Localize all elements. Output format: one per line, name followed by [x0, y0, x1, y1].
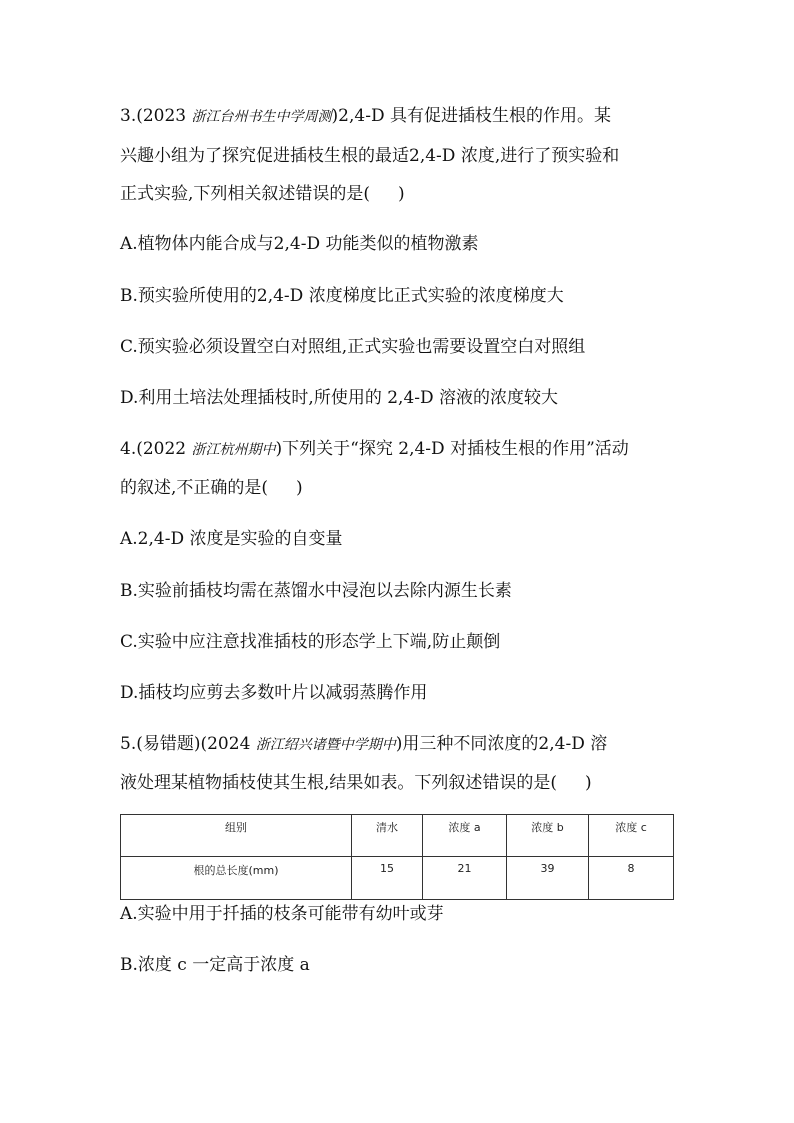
q3-option-c: C.预实验必须设置空白对照组,正式实验也需要设置空白对照组: [120, 337, 586, 357]
q3-stem-line-2: 兴趣小组为了探究促进插枝生根的最适2,4-D 浓度,进行了预实验和: [120, 146, 620, 166]
table-header-cell: 浓度 b: [507, 815, 589, 857]
table-header-cell: 清水: [352, 815, 423, 857]
table-row: [121, 857, 674, 900]
q3-source: 浙江台州书生中学周测: [191, 109, 332, 125]
q4-source: 浙江杭州期中: [191, 442, 276, 458]
table-cell: 15: [352, 857, 423, 900]
q5-option-b: B.浓度 c 一定高于浓度 a: [120, 955, 310, 975]
table-row-label: 根的总长度(mm): [121, 857, 352, 900]
table-cell: 21: [423, 857, 507, 900]
q5-source: 浙江绍兴诸暨中学期中: [255, 737, 396, 753]
q4-option-a: A.2,4-D 浓度是实验的自变量: [120, 529, 343, 549]
q3-stem-line-1: 3.(2023 浙江台州书生中学周测)2,4-D 具有促进插枝生根的作用。某: [120, 106, 611, 126]
table-cell: 8: [589, 857, 674, 900]
q5-option-a: A.实验中用于扦插的枝条可能带有幼叶或芽: [120, 904, 444, 924]
table-cell: 39: [507, 857, 589, 900]
q5-stem-line-2: 液处理某植物插枝使其生根,结果如表。下列叙述错误的是( ): [120, 773, 592, 793]
table-header-cell: 组别: [121, 815, 352, 857]
q3-stem-line-3: 正式实验,下列相关叙述错误的是( ): [120, 184, 405, 204]
q4-option-c: C.实验中应注意找准插枝的形态学上下端,防止颠倒: [120, 632, 501, 652]
q5-stem-line-1: 5.(易错题)(2024 浙江绍兴诸暨中学期中)用三种不同浓度的2,4-D 溶: [120, 734, 608, 754]
q4-stem-line-1: 4.(2022 浙江杭州期中)下列关于“探究 2,4-D 对插枝生根的作用”活动: [120, 439, 629, 459]
q3-option-d: D.利用土培法处理插枝时,所使用的 2,4-D 溶液的浓度较大: [120, 388, 559, 408]
table-header-row: [121, 815, 674, 857]
q3-option-a: A.植物体内能合成与2,4-D 功能类似的植物激素: [120, 234, 479, 254]
q4-stem-line-2: 的叙述,不正确的是( ): [120, 478, 303, 498]
q3-option-b: B.预实验所使用的2,4-D 浓度梯度比正式实验的浓度梯度大: [120, 286, 564, 306]
table-header-cell: 浓度 a: [423, 815, 507, 857]
results-table: [120, 814, 674, 900]
q4-option-d: D.插枝均应剪去多数叶片以减弱蒸腾作用: [120, 683, 428, 703]
q4-option-b: B.实验前插枝均需在蒸馏水中浸泡以去除内源生长素: [120, 581, 512, 601]
table-header-cell: 浓度 c: [589, 815, 674, 857]
